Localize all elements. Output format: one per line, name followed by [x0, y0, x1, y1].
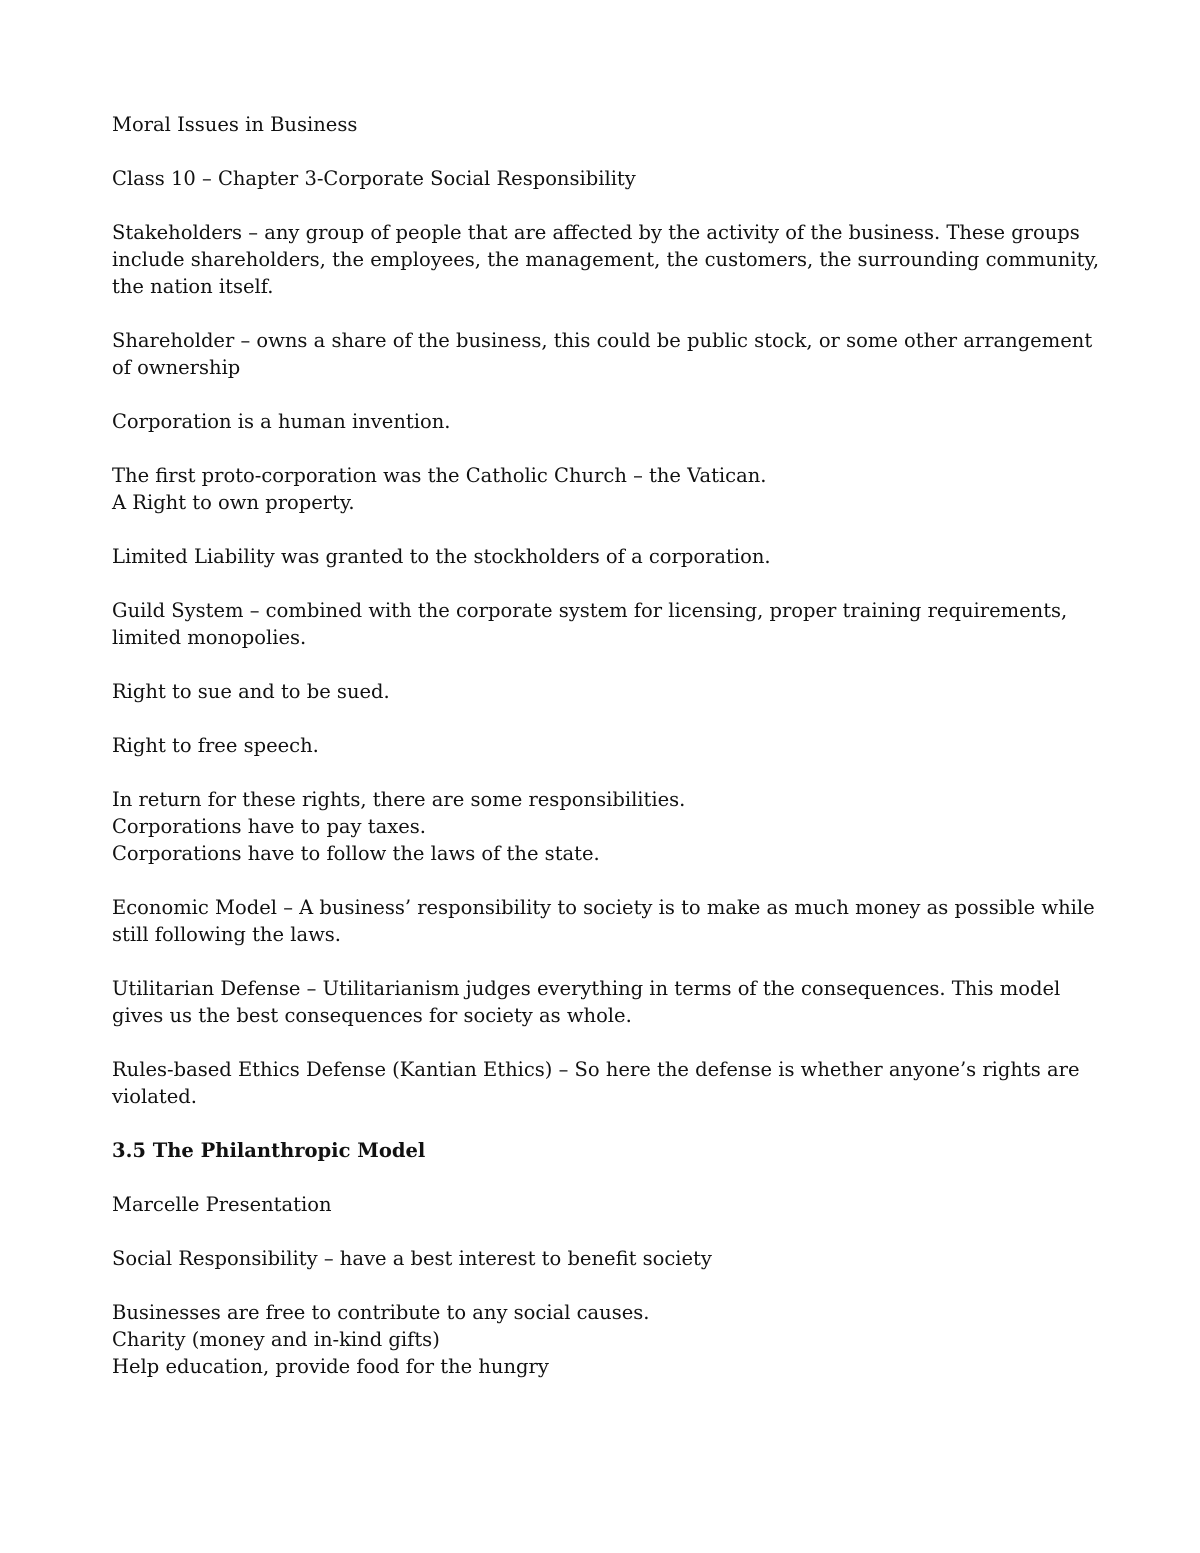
right-sue: Right to sue and to be sued. [112, 680, 390, 703]
proto-corporation: The first proto-corporation was the Catholic Church – the Vatican. [112, 464, 767, 487]
right-property: A Right to own property. [112, 491, 355, 514]
economic-model: Economic Model – A business’ responsibility to society is to make as much money as possible while still following the laws. [112, 896, 1095, 946]
presentation-line: Marcelle Presentation [112, 1193, 332, 1216]
right-speech: Right to free speech. [112, 734, 319, 757]
corporation-invention: Corporation is a human invention. [112, 410, 451, 433]
shareholder-definition: Shareholder – owns a share of the business, this could be public stock, or some other arrangement of ownership [112, 329, 1093, 379]
limited-liability: Limited Liability was granted to the stockholders of a corporation. [112, 545, 771, 568]
utilitarian-defense: Utilitarian Defense – Utilitarianism judges everything in terms of the consequences. This model gives us the best consequences for society as whole. [112, 977, 1061, 1027]
help-education-line: Help education, provide food for the hungry [112, 1355, 549, 1378]
stakeholders-definition: Stakeholders – any group of people that are affected by the activity of the business. These groups include shareholders, the employees, the management, the customers, the surrounding community, the nation itself. [112, 221, 1100, 298]
class-chapter-line: Class 10 – Chapter 3-Corporate Social Responsibility [112, 167, 636, 190]
section-heading: 3.5 The Philanthropic Model [112, 1139, 426, 1162]
document-title: Moral Issues in Business [112, 113, 358, 136]
rules-based-defense: Rules-based Ethics Defense (Kantian Ethics) – So here the defense is whether anyone’s rights are violated. [112, 1058, 1080, 1108]
social-responsibility: Social Responsibility – have a best interest to benefit society [112, 1247, 712, 1270]
charity-line: Charity (money and in-kind gifts) [112, 1328, 440, 1351]
document-body [112, 111, 1102, 1380]
guild-system: Guild System – combined with the corporate system for licensing, proper training requirements, limited monopolies. [112, 599, 1068, 649]
pay-taxes-line: Corporations have to pay taxes. [112, 815, 426, 838]
in-return-line: In return for these rights, there are some responsibilities. [112, 788, 686, 811]
free-to-contribute: Businesses are free to contribute to any social causes. [112, 1301, 650, 1324]
follow-laws-line: Corporations have to follow the laws of the state. [112, 842, 600, 865]
